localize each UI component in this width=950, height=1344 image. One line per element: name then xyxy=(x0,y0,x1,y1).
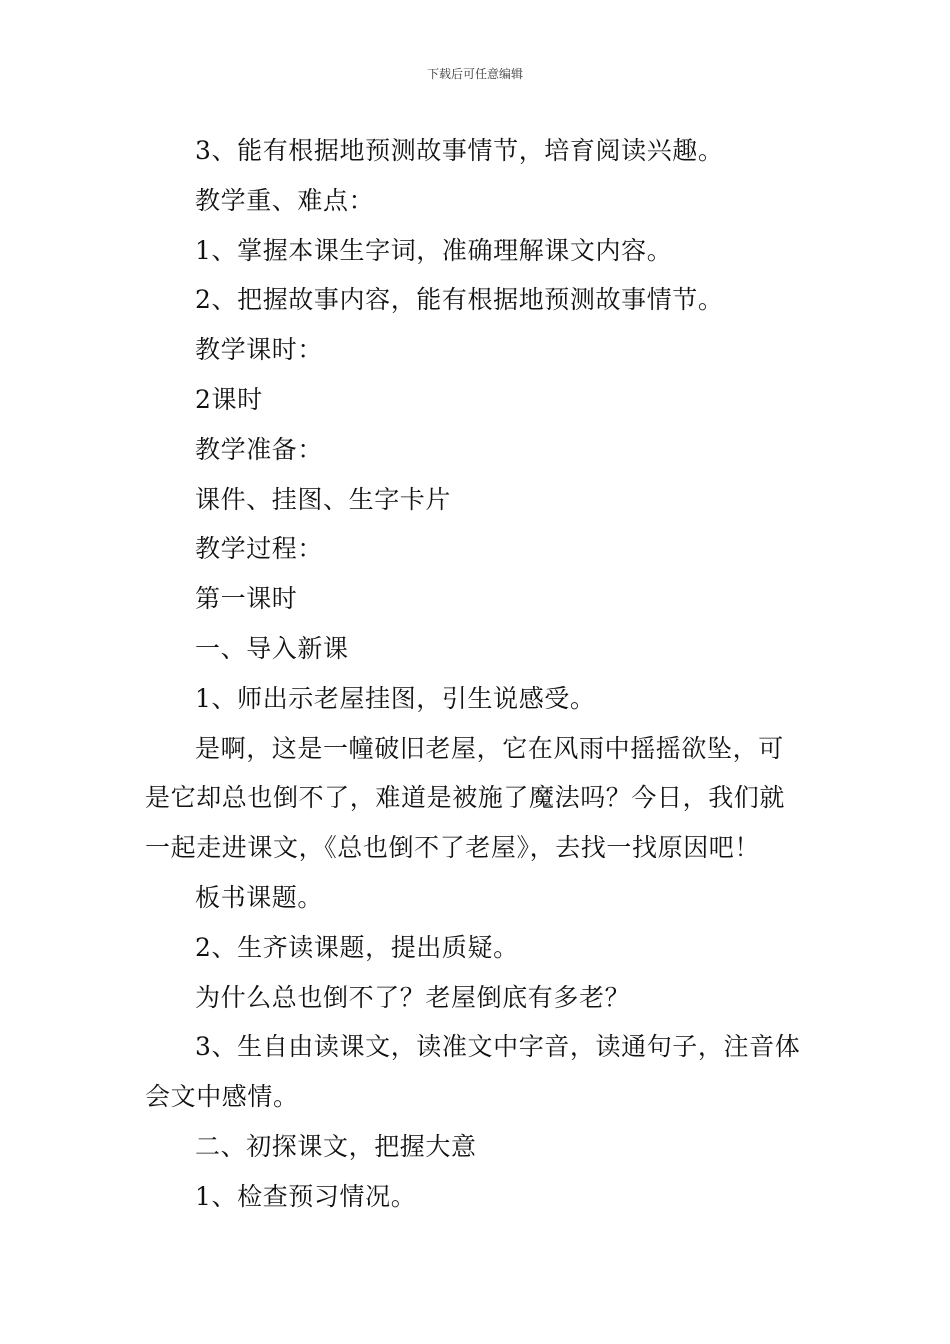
section-heading: 教学重、难点： xyxy=(195,185,375,215)
paragraph: 3、能有根据地预测故事情节，培育阅读兴趣。 xyxy=(195,136,724,165)
page-header: 下载后可任意编辑 xyxy=(426,67,523,81)
section-heading: 二、初探课文，把握大意 xyxy=(195,1131,477,1161)
section-heading: 教学过程： xyxy=(195,534,324,564)
paragraph: 1、师出示老屋挂图，引生说感受。 xyxy=(195,683,596,713)
document-body xyxy=(145,126,809,1222)
paragraph: 为什么总也倒不了？老屋倒底有多老？ xyxy=(195,982,631,1012)
paragraph: 1、检查预习情况。 xyxy=(195,1181,417,1211)
paragraph: 1、掌握本课生字词，准确理解课文内容。 xyxy=(195,235,673,265)
paragraph: 课件、挂图、生字卡片 xyxy=(195,484,452,514)
paragraph: 3、生自由读课文，读准文中字音，读通句子，注音体会文中感情。 xyxy=(145,1032,801,1112)
section-heading: 教学准备： xyxy=(195,434,324,464)
paragraph: 2、把握故事内容，能有根据地预测故事情节。 xyxy=(195,285,724,315)
paragraph: 板书课题。 xyxy=(195,882,324,912)
section-heading: 一、导入新课 xyxy=(195,633,349,663)
section-heading: 第一课时 xyxy=(195,584,298,614)
section-heading: 教学课时： xyxy=(195,335,324,365)
paragraph: 2、生齐读课题，提出质疑。 xyxy=(195,932,519,962)
paragraph: 2课时 xyxy=(195,384,263,414)
paragraph: 是啊，这是一幢破旧老屋，它在风雨中摇摇欲坠，可是它却总也倒不了，难道是被施了魔法吗？今日，我们就一起走进课文，《总也倒不了老屋》，去找一找原因吧！ xyxy=(145,733,786,863)
